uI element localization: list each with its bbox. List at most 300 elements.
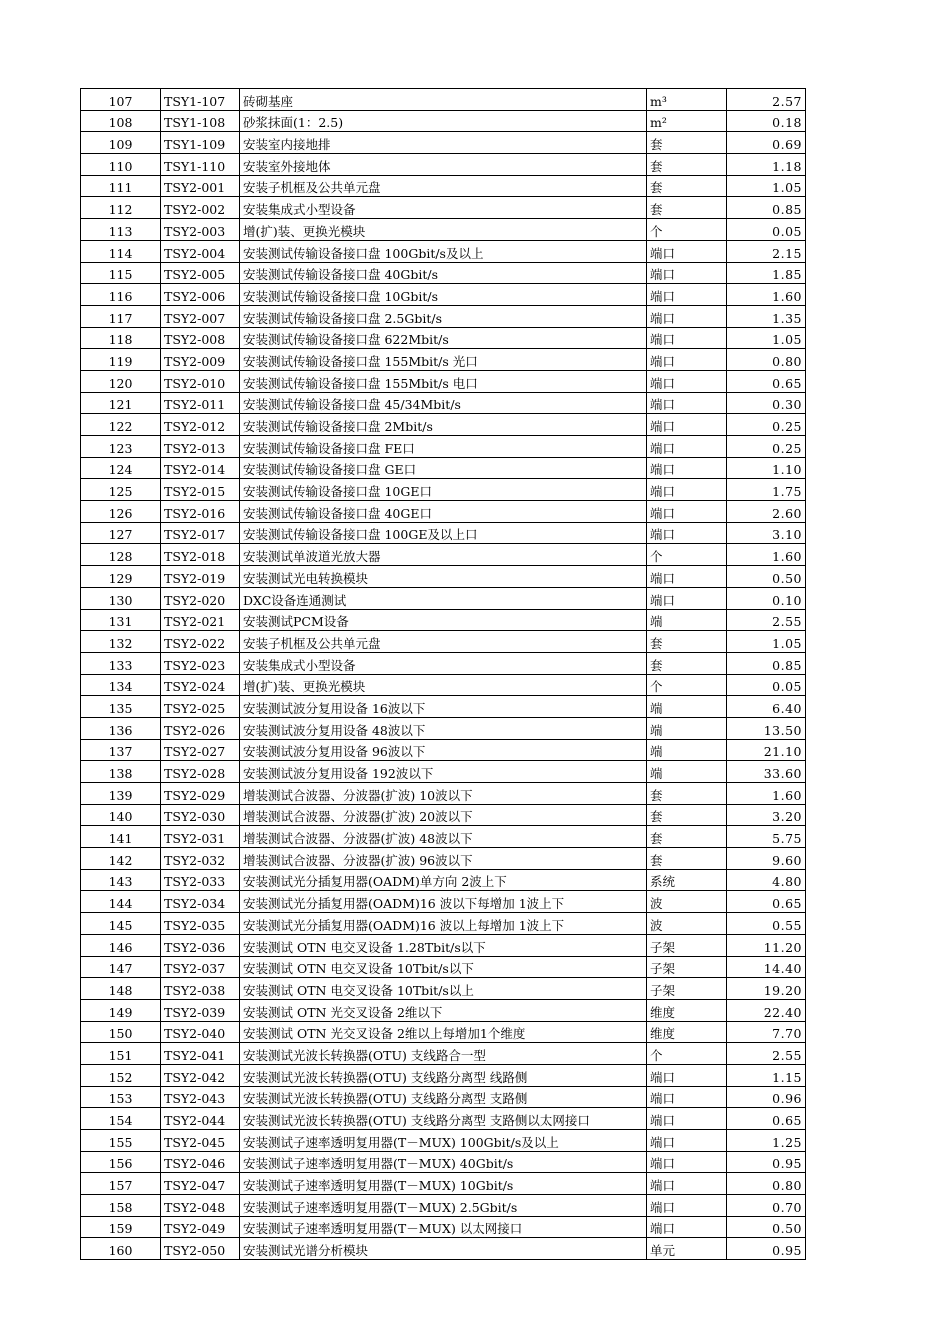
table-row xyxy=(81,240,806,262)
row-number: 121 xyxy=(81,392,161,414)
row-number: 133 xyxy=(81,652,161,674)
table-row xyxy=(81,717,806,739)
table-row xyxy=(81,826,806,848)
item-code: TSY2-047 xyxy=(161,1173,240,1195)
row-number: 116 xyxy=(81,284,161,306)
item-name: 安装子机框及公共单元盘 xyxy=(240,631,647,653)
item-unit: 端口 xyxy=(647,1086,727,1108)
item-code: TSY2-022 xyxy=(161,631,240,653)
item-code: TSY2-027 xyxy=(161,739,240,761)
item-unit: 个 xyxy=(647,544,727,566)
item-unit: 端口 xyxy=(647,1130,727,1152)
item-value: 1.05 xyxy=(727,631,806,653)
item-unit: 端口 xyxy=(647,1151,727,1173)
item-unit: 维度 xyxy=(647,999,727,1021)
item-code: TSY2-016 xyxy=(161,501,240,523)
item-unit: 个 xyxy=(647,674,727,696)
item-value: 1.75 xyxy=(727,479,806,501)
row-number: 132 xyxy=(81,631,161,653)
item-unit: 端口 xyxy=(647,1216,727,1238)
item-name: 安装测试光波长转换器(OTU) 支线路分离型 支路侧 xyxy=(240,1086,647,1108)
row-number: 124 xyxy=(81,457,161,479)
item-unit: 端口 xyxy=(647,436,727,458)
row-number: 160 xyxy=(81,1238,161,1260)
row-number: 148 xyxy=(81,978,161,1000)
item-value: 1.60 xyxy=(727,783,806,805)
row-number: 112 xyxy=(81,197,161,219)
table-row xyxy=(81,934,806,956)
item-unit: 套 xyxy=(647,848,727,870)
item-code: TSY2-048 xyxy=(161,1195,240,1217)
row-number: 127 xyxy=(81,522,161,544)
item-value: 0.96 xyxy=(727,1086,806,1108)
table-row xyxy=(81,197,806,219)
item-code: TSY2-041 xyxy=(161,1043,240,1065)
item-unit: 端口 xyxy=(647,1195,727,1217)
item-name: 安装测试 OTN 光交叉设备 2维以下 xyxy=(240,999,647,1021)
item-value: 1.05 xyxy=(727,327,806,349)
item-name: 安装测试传输设备接口盘 GE口 xyxy=(240,457,647,479)
item-value: 2.55 xyxy=(727,609,806,631)
item-value: 0.65 xyxy=(727,891,806,913)
row-number: 136 xyxy=(81,717,161,739)
item-unit: 套 xyxy=(647,826,727,848)
row-number: 111 xyxy=(81,175,161,197)
table-row xyxy=(81,891,806,913)
item-name: 安装测试光波长转换器(OTU) 支线路分离型 支路侧以太网接口 xyxy=(240,1108,647,1130)
table-row xyxy=(81,1086,806,1108)
table-row xyxy=(81,154,806,176)
item-code: TSY2-036 xyxy=(161,934,240,956)
table-row xyxy=(81,1021,806,1043)
item-value: 1.10 xyxy=(727,457,806,479)
item-unit: 端口 xyxy=(647,522,727,544)
table-row xyxy=(81,869,806,891)
item-value: 0.95 xyxy=(727,1151,806,1173)
table-row xyxy=(81,392,806,414)
row-number: 109 xyxy=(81,132,161,154)
item-code: TSY2-038 xyxy=(161,978,240,1000)
item-unit: 套 xyxy=(647,631,727,653)
table-row xyxy=(81,804,806,826)
item-name: 安装测试光分插复用器(OADM)单方向 2波上下 xyxy=(240,869,647,891)
table-row xyxy=(81,1216,806,1238)
row-number: 117 xyxy=(81,305,161,327)
item-value: 0.65 xyxy=(727,1108,806,1130)
item-value: 13.50 xyxy=(727,717,806,739)
table-row xyxy=(81,652,806,674)
table-row xyxy=(81,370,806,392)
item-code: TSY2-031 xyxy=(161,826,240,848)
item-name: 安装测试传输设备接口盘 10Gbit/s xyxy=(240,284,647,306)
item-name: 增装测试合波器、分波器(扩波) 10波以下 xyxy=(240,783,647,805)
table-row xyxy=(81,284,806,306)
row-number: 149 xyxy=(81,999,161,1021)
item-name: 安装测试 OTN 电交叉设备 1.28Tbit/s以下 xyxy=(240,934,647,956)
item-name: DXC设备连通测试 xyxy=(240,587,647,609)
item-value: 1.15 xyxy=(727,1064,806,1086)
item-name: 安装测试光分插复用器(OADM)16 波以上每增加 1波上下 xyxy=(240,913,647,935)
table-row xyxy=(81,1151,806,1173)
item-name: 安装测试 OTN 电交叉设备 10Tbit/s以下 xyxy=(240,956,647,978)
row-number: 137 xyxy=(81,739,161,761)
item-name: 安装测试波分复用设备 192波以下 xyxy=(240,761,647,783)
item-unit: 端 xyxy=(647,696,727,718)
item-code: TSY1-109 xyxy=(161,132,240,154)
row-number: 150 xyxy=(81,1021,161,1043)
item-name: 砂浆抹面(1：2.5) xyxy=(240,110,647,132)
item-code: TSY2-006 xyxy=(161,284,240,306)
item-value: 2.15 xyxy=(727,240,806,262)
item-value: 0.95 xyxy=(727,1238,806,1260)
table-row xyxy=(81,956,806,978)
row-number: 125 xyxy=(81,479,161,501)
item-unit: 端 xyxy=(647,739,727,761)
item-value: 0.05 xyxy=(727,219,806,241)
item-name: 安装测试传输设备接口盘 155Mbit/s 电口 xyxy=(240,370,647,392)
item-code: TSY2-050 xyxy=(161,1238,240,1260)
item-value: 7.70 xyxy=(727,1021,806,1043)
item-name: 安装测试光电转换模块 xyxy=(240,566,647,588)
row-number: 118 xyxy=(81,327,161,349)
item-name: 安装子机框及公共单元盘 xyxy=(240,175,647,197)
item-name: 安装测试光波长转换器(OTU) 支线路分离型 线路侧 xyxy=(240,1064,647,1086)
item-unit: 子架 xyxy=(647,934,727,956)
table-row xyxy=(81,674,806,696)
item-value: 0.65 xyxy=(727,370,806,392)
row-number: 138 xyxy=(81,761,161,783)
row-number: 135 xyxy=(81,696,161,718)
row-number: 131 xyxy=(81,609,161,631)
item-code: TSY2-018 xyxy=(161,544,240,566)
table-row xyxy=(81,761,806,783)
item-value: 0.80 xyxy=(727,1173,806,1195)
item-code: TSY2-045 xyxy=(161,1130,240,1152)
item-name: 增装测试合波器、分波器(扩波) 20波以下 xyxy=(240,804,647,826)
item-value: 21.10 xyxy=(727,739,806,761)
row-number: 122 xyxy=(81,414,161,436)
row-number: 140 xyxy=(81,804,161,826)
item-code: TSY2-044 xyxy=(161,1108,240,1130)
item-code: TSY2-049 xyxy=(161,1216,240,1238)
table-row xyxy=(81,132,806,154)
row-number: 155 xyxy=(81,1130,161,1152)
item-name: 安装测试 OTN 电交叉设备 10Tbit/s以上 xyxy=(240,978,647,1000)
item-value: 5.75 xyxy=(727,826,806,848)
table-row xyxy=(81,587,806,609)
item-code: TSY1-108 xyxy=(161,110,240,132)
table-row xyxy=(81,999,806,1021)
item-value: 9.60 xyxy=(727,848,806,870)
item-value: 1.25 xyxy=(727,1130,806,1152)
item-name: 安装测试波分复用设备 48波以下 xyxy=(240,717,647,739)
item-code: TSY2-014 xyxy=(161,457,240,479)
item-value: 11.20 xyxy=(727,934,806,956)
item-name: 安装室外接地体 xyxy=(240,154,647,176)
item-code: TSY2-029 xyxy=(161,783,240,805)
item-value: 2.55 xyxy=(727,1043,806,1065)
item-code: TSY2-007 xyxy=(161,305,240,327)
row-number: 146 xyxy=(81,934,161,956)
item-value: 0.50 xyxy=(727,566,806,588)
item-name: 安装测试波分复用设备 96波以下 xyxy=(240,739,647,761)
item-code: TSY2-024 xyxy=(161,674,240,696)
item-unit: 波 xyxy=(647,891,727,913)
quota-table xyxy=(80,88,806,1260)
row-number: 147 xyxy=(81,956,161,978)
item-code: TSY2-039 xyxy=(161,999,240,1021)
item-code: TSY2-005 xyxy=(161,262,240,284)
item-value: 0.30 xyxy=(727,392,806,414)
item-value: 0.50 xyxy=(727,1216,806,1238)
table-row xyxy=(81,1195,806,1217)
table-row xyxy=(81,262,806,284)
row-number: 108 xyxy=(81,110,161,132)
item-name: 安装测试单波道光放大器 xyxy=(240,544,647,566)
row-number: 134 xyxy=(81,674,161,696)
table-row xyxy=(81,631,806,653)
row-number: 107 xyxy=(81,89,161,111)
item-value: 0.05 xyxy=(727,674,806,696)
item-name: 安装测试传输设备接口盘 2.5Gbit/s xyxy=(240,305,647,327)
row-number: 158 xyxy=(81,1195,161,1217)
item-unit: 端口 xyxy=(647,370,727,392)
item-value: 6.40 xyxy=(727,696,806,718)
item-code: TSY2-020 xyxy=(161,587,240,609)
item-value: 0.25 xyxy=(727,436,806,458)
item-value: 0.55 xyxy=(727,913,806,935)
table-row xyxy=(81,501,806,523)
item-value: 33.60 xyxy=(727,761,806,783)
table-row xyxy=(81,1238,806,1260)
item-code: TSY2-032 xyxy=(161,848,240,870)
item-value: 2.60 xyxy=(727,501,806,523)
table-row xyxy=(81,89,806,111)
item-unit: 子架 xyxy=(647,956,727,978)
item-name: 安装测试波分复用设备 16波以下 xyxy=(240,696,647,718)
table-row xyxy=(81,175,806,197)
row-number: 110 xyxy=(81,154,161,176)
item-unit: m² xyxy=(647,110,727,132)
item-name: 安装测试传输设备接口盘 2Mbit/s xyxy=(240,414,647,436)
row-number: 130 xyxy=(81,587,161,609)
table-row xyxy=(81,696,806,718)
item-value: 0.10 xyxy=(727,587,806,609)
item-code: TSY2-034 xyxy=(161,891,240,913)
item-code: TSY2-001 xyxy=(161,175,240,197)
item-code: TSY2-033 xyxy=(161,869,240,891)
item-code: TSY2-046 xyxy=(161,1151,240,1173)
item-code: TSY2-002 xyxy=(161,197,240,219)
table-row xyxy=(81,566,806,588)
item-name: 安装测试传输设备接口盘 FE口 xyxy=(240,436,647,458)
item-unit: 端口 xyxy=(647,457,727,479)
item-name: 增装测试合波器、分波器(扩波) 48波以下 xyxy=(240,826,647,848)
item-value: 22.40 xyxy=(727,999,806,1021)
row-number: 154 xyxy=(81,1108,161,1130)
row-number: 145 xyxy=(81,913,161,935)
row-number: 119 xyxy=(81,349,161,371)
row-number: 144 xyxy=(81,891,161,913)
item-name: 安装测试传输设备接口盘 100Gbit/s及以上 xyxy=(240,240,647,262)
item-name: 增(扩)装、更换光模块 xyxy=(240,219,647,241)
item-name: 安装测试子速率透明复用器(T－MUX) 40Gbit/s xyxy=(240,1151,647,1173)
table-row xyxy=(81,305,806,327)
item-code: TSY2-023 xyxy=(161,652,240,674)
item-name: 安装测试传输设备接口盘 10GE口 xyxy=(240,479,647,501)
row-number: 126 xyxy=(81,501,161,523)
item-code: TSY2-003 xyxy=(161,219,240,241)
item-unit: 系统 xyxy=(647,869,727,891)
table-row xyxy=(81,219,806,241)
item-code: TSY2-025 xyxy=(161,696,240,718)
item-value: 1.85 xyxy=(727,262,806,284)
table-row xyxy=(81,1130,806,1152)
item-code: TSY2-042 xyxy=(161,1064,240,1086)
item-code: TSY2-004 xyxy=(161,240,240,262)
row-number: 156 xyxy=(81,1151,161,1173)
row-number: 114 xyxy=(81,240,161,262)
table-row xyxy=(81,414,806,436)
item-code: TSY2-010 xyxy=(161,370,240,392)
item-unit: 端口 xyxy=(647,1064,727,1086)
table-row xyxy=(81,609,806,631)
item-unit: 端口 xyxy=(647,240,727,262)
item-name: 安装测试 OTN 光交叉设备 2维以上每增加1个维度 xyxy=(240,1021,647,1043)
item-value: 0.18 xyxy=(727,110,806,132)
item-name: 安装测试传输设备接口盘 40GE口 xyxy=(240,501,647,523)
item-unit: 端口 xyxy=(647,327,727,349)
item-code: TSY2-021 xyxy=(161,609,240,631)
item-unit: 端口 xyxy=(647,1108,727,1130)
table-row xyxy=(81,848,806,870)
item-unit: 端口 xyxy=(647,479,727,501)
item-name: 安装测试传输设备接口盘 40Gbit/s xyxy=(240,262,647,284)
item-value: 1.05 xyxy=(727,175,806,197)
item-value: 3.20 xyxy=(727,804,806,826)
item-name: 安装测试子速率透明复用器(T－MUX) 以太网接口 xyxy=(240,1216,647,1238)
item-value: 3.10 xyxy=(727,522,806,544)
table-row xyxy=(81,1064,806,1086)
item-unit: 端口 xyxy=(647,501,727,523)
item-unit: 个 xyxy=(647,219,727,241)
item-value: 0.85 xyxy=(727,652,806,674)
item-code: TSY1-107 xyxy=(161,89,240,111)
row-number: 151 xyxy=(81,1043,161,1065)
item-unit: 端口 xyxy=(647,262,727,284)
item-unit: 端 xyxy=(647,717,727,739)
table-row xyxy=(81,349,806,371)
item-unit: 端口 xyxy=(647,392,727,414)
row-number: 113 xyxy=(81,219,161,241)
item-value: 1.35 xyxy=(727,305,806,327)
table-row xyxy=(81,110,806,132)
item-value: 0.69 xyxy=(727,132,806,154)
table-row xyxy=(81,522,806,544)
item-unit: 端口 xyxy=(647,1173,727,1195)
table-row xyxy=(81,739,806,761)
item-name: 砖砌基座 xyxy=(240,89,647,111)
item-value: 0.25 xyxy=(727,414,806,436)
item-unit: 端口 xyxy=(647,587,727,609)
table-row xyxy=(81,327,806,349)
item-value: 0.80 xyxy=(727,349,806,371)
item-unit: 端口 xyxy=(647,284,727,306)
item-value: 0.70 xyxy=(727,1195,806,1217)
item-unit: 单元 xyxy=(647,1238,727,1260)
row-number: 157 xyxy=(81,1173,161,1195)
item-unit: 套 xyxy=(647,175,727,197)
item-unit: 套 xyxy=(647,154,727,176)
item-value: 19.20 xyxy=(727,978,806,1000)
item-code: TSY2-028 xyxy=(161,761,240,783)
item-unit: 子架 xyxy=(647,978,727,1000)
row-number: 143 xyxy=(81,869,161,891)
row-number: 139 xyxy=(81,783,161,805)
item-code: TSY2-015 xyxy=(161,479,240,501)
item-unit: 套 xyxy=(647,804,727,826)
table-body xyxy=(81,89,806,1260)
item-name: 安装测试PCM设备 xyxy=(240,609,647,631)
item-unit: 套 xyxy=(647,783,727,805)
item-code: TSY2-040 xyxy=(161,1021,240,1043)
item-code: TSY2-013 xyxy=(161,436,240,458)
item-unit: 端口 xyxy=(647,305,727,327)
item-code: TSY2-026 xyxy=(161,717,240,739)
item-code: TSY2-035 xyxy=(161,913,240,935)
table-row xyxy=(81,479,806,501)
item-unit: 端 xyxy=(647,761,727,783)
item-name: 安装集成式小型设备 xyxy=(240,197,647,219)
item-unit: 端 xyxy=(647,609,727,631)
table-row xyxy=(81,544,806,566)
table-row xyxy=(81,783,806,805)
row-number: 153 xyxy=(81,1086,161,1108)
item-code: TSY2-008 xyxy=(161,327,240,349)
table-row xyxy=(81,978,806,1000)
item-value: 1.60 xyxy=(727,544,806,566)
item-name: 安装测试子速率透明复用器(T－MUX) 10Gbit/s xyxy=(240,1173,647,1195)
row-number: 115 xyxy=(81,262,161,284)
item-code: TSY1-110 xyxy=(161,154,240,176)
row-number: 128 xyxy=(81,544,161,566)
item-code: TSY2-037 xyxy=(161,956,240,978)
table-row xyxy=(81,913,806,935)
item-code: TSY2-011 xyxy=(161,392,240,414)
item-value: 4.80 xyxy=(727,869,806,891)
item-name: 安装测试传输设备接口盘 100GE及以上口 xyxy=(240,522,647,544)
item-unit: 维度 xyxy=(647,1021,727,1043)
item-unit: 个 xyxy=(647,1043,727,1065)
item-value: 2.57 xyxy=(727,89,806,111)
item-unit: 波 xyxy=(647,913,727,935)
item-name: 安装测试子速率透明复用器(T－MUX) 2.5Gbit/s xyxy=(240,1195,647,1217)
item-code: TSY2-009 xyxy=(161,349,240,371)
item-name: 安装测试传输设备接口盘 45/34Mbit/s xyxy=(240,392,647,414)
item-value: 14.40 xyxy=(727,956,806,978)
item-unit: 套 xyxy=(647,132,727,154)
item-name: 增(扩)装、更换光模块 xyxy=(240,674,647,696)
item-name: 安装集成式小型设备 xyxy=(240,652,647,674)
table-row xyxy=(81,1108,806,1130)
item-code: TSY2-012 xyxy=(161,414,240,436)
item-name: 安装测试光波长转换器(OTU) 支线路合一型 xyxy=(240,1043,647,1065)
table-row xyxy=(81,1173,806,1195)
row-number: 159 xyxy=(81,1216,161,1238)
item-code: TSY2-019 xyxy=(161,566,240,588)
item-unit: 套 xyxy=(647,197,727,219)
row-number: 141 xyxy=(81,826,161,848)
